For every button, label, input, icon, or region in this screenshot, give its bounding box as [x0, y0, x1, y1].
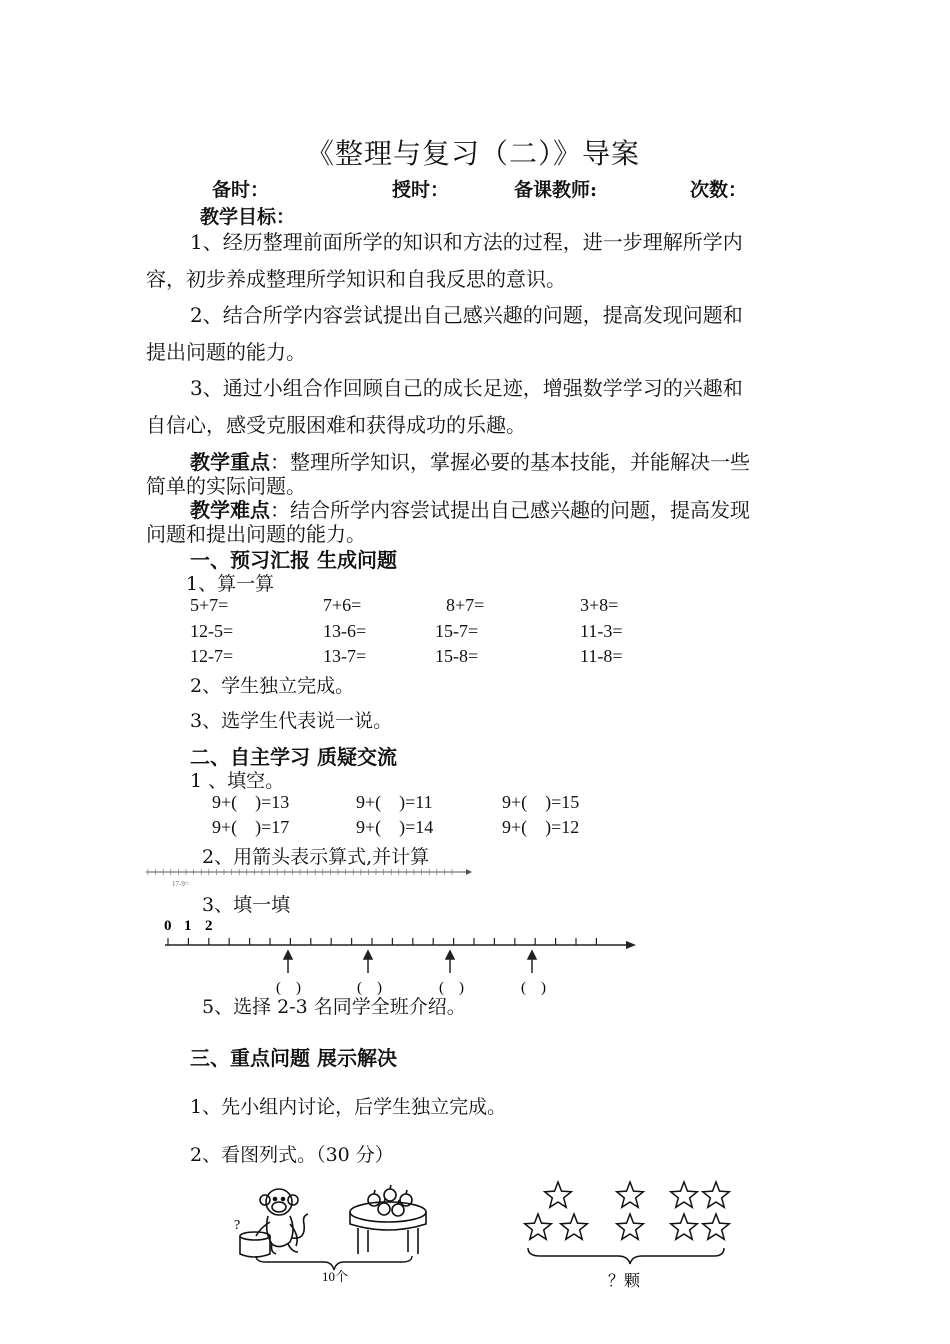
objective-2-line-2: 提出问题的能力。: [146, 340, 306, 364]
key-point-line-2: 简单的实际问题。: [146, 474, 306, 498]
prep-time-label: 备时：: [212, 179, 270, 201]
objective-3-line-1: 3、通过小组合作回顾自己的成长足迹，增强数学学习的兴趣和: [190, 376, 743, 400]
star-icon: [671, 1182, 698, 1207]
question-mark: ?: [234, 1218, 241, 1233]
section-2-item-1: 1 、填空。: [190, 770, 285, 792]
equation: 7+6=: [323, 595, 362, 615]
star-icon: [671, 1214, 698, 1239]
difficulty-text: ：结合所学内容尝试提出自己感兴趣的问题，提高发现: [270, 498, 750, 522]
fill-blank-equation: 9+( )=13: [212, 792, 290, 812]
equation: 5+7=: [190, 595, 229, 615]
equation: 11-3=: [580, 621, 623, 641]
equation: 12-5=: [190, 621, 234, 641]
monkey-fruit-picture: [226, 1180, 450, 1286]
star-icon: [561, 1214, 588, 1239]
objective-1-line-1: 1、经历整理前面所学的知识和方法的过程，进一步理解所学内: [190, 230, 743, 254]
section-3-heading: 三、重点问题 展示解决: [190, 1046, 397, 1070]
stars-brace: [528, 1248, 724, 1264]
objective-3-line-2: 自信心，感受克服困难和获得成功的乐趣。: [146, 413, 526, 437]
teach-time-label: 授时：: [392, 179, 450, 201]
objective-2-line-1: 2、结合所学内容尝试提出自己感兴趣的问题，提高发现问题和: [190, 303, 743, 327]
star-icon: [703, 1214, 730, 1239]
equation: 8+7=: [446, 595, 485, 615]
star-icon: [703, 1182, 730, 1207]
section-2-item-2: 2、用箭头表示算式,并计算: [202, 846, 430, 868]
fruit-icons: [368, 1185, 412, 1216]
answer-blank: ( ): [439, 980, 464, 996]
section-3-item-1: 1、先小组内讨论，后学生独立完成。: [190, 1096, 507, 1118]
tiny-equation: 17-9=: [172, 880, 189, 888]
answer-blank: ( ): [521, 980, 546, 996]
answer-blank: ( ): [276, 980, 301, 996]
equation: 15-7=: [435, 621, 479, 641]
basket-icon: [240, 1232, 270, 1257]
table-icon: [350, 1202, 426, 1254]
fill-blank-equation: 9+( )=14: [356, 817, 434, 837]
fill-blank-equation: 9+( )=11: [356, 792, 433, 812]
difficulty-line-2: 问题和提出问题的能力。: [146, 522, 366, 546]
stars-picture: [518, 1176, 740, 1298]
equation: 3+8=: [580, 595, 619, 615]
section-2-item-5: 5、选择 2-3 名同学全班介绍。: [202, 996, 466, 1018]
star-icon: [617, 1182, 644, 1207]
section-2-item-3: 3、填一填: [202, 894, 291, 916]
equation: 12-7=: [190, 646, 234, 666]
section-1-item-1: 1、算一算: [186, 573, 275, 595]
total-brace: [256, 1256, 412, 1270]
count-label: 次数：: [690, 179, 748, 201]
page-title: 《整理与复习（二）》导案: [306, 137, 641, 170]
number-line-label-2: 2: [205, 918, 213, 934]
number-line-label-1: 1: [184, 918, 192, 934]
stars-count-label: ？颗: [608, 1273, 641, 1290]
fill-blank-equation: 9+( )=12: [502, 817, 580, 837]
answer-blank: ( ): [357, 980, 382, 996]
equation: 13-6=: [323, 621, 367, 641]
section-1-item-2: 2、学生独立完成。: [190, 675, 355, 697]
equation: 11-8=: [580, 646, 623, 666]
equation: 15-8=: [435, 646, 479, 666]
section-3-item-2: 2、看图列式。（30 分）: [190, 1144, 394, 1166]
objective-1-line-2: 容，初步养成整理所学知识和自我反思的意识。: [146, 267, 566, 291]
key-point-text: ：整理所学知识，掌握必要的基本技能，并能解决一些: [270, 450, 750, 474]
section-2-heading: 二、自主学习 质疑交流: [190, 745, 397, 769]
number-line-pointer-arrows: [284, 951, 536, 973]
tiny-number-line: [144, 864, 474, 890]
star-icon: [525, 1214, 552, 1239]
fill-blank-equation: 9+( )=15: [502, 792, 580, 812]
total-count-label: 10个: [322, 1269, 349, 1284]
objectives-heading: 教学目标：: [200, 206, 296, 228]
number-line-label-0: 0: [164, 918, 172, 934]
fill-blank-equation: 9+( )=17: [212, 817, 290, 837]
number-line: [160, 915, 640, 997]
key-point-label: 教学重点: [190, 450, 270, 474]
difficulty-label: 教学难点: [190, 498, 270, 522]
star-icon: [617, 1214, 644, 1239]
number-line-arrowhead: [626, 941, 636, 949]
section-1-heading: 一、预习汇报 生成问题: [190, 548, 397, 572]
section-1-item-3: 3、选学生代表说一说。: [190, 710, 393, 732]
monkey-icon: [256, 1189, 308, 1254]
star-icon: [545, 1182, 572, 1207]
teacher-label: 备课教师:: [514, 179, 598, 201]
equation: 13-7=: [323, 646, 367, 666]
